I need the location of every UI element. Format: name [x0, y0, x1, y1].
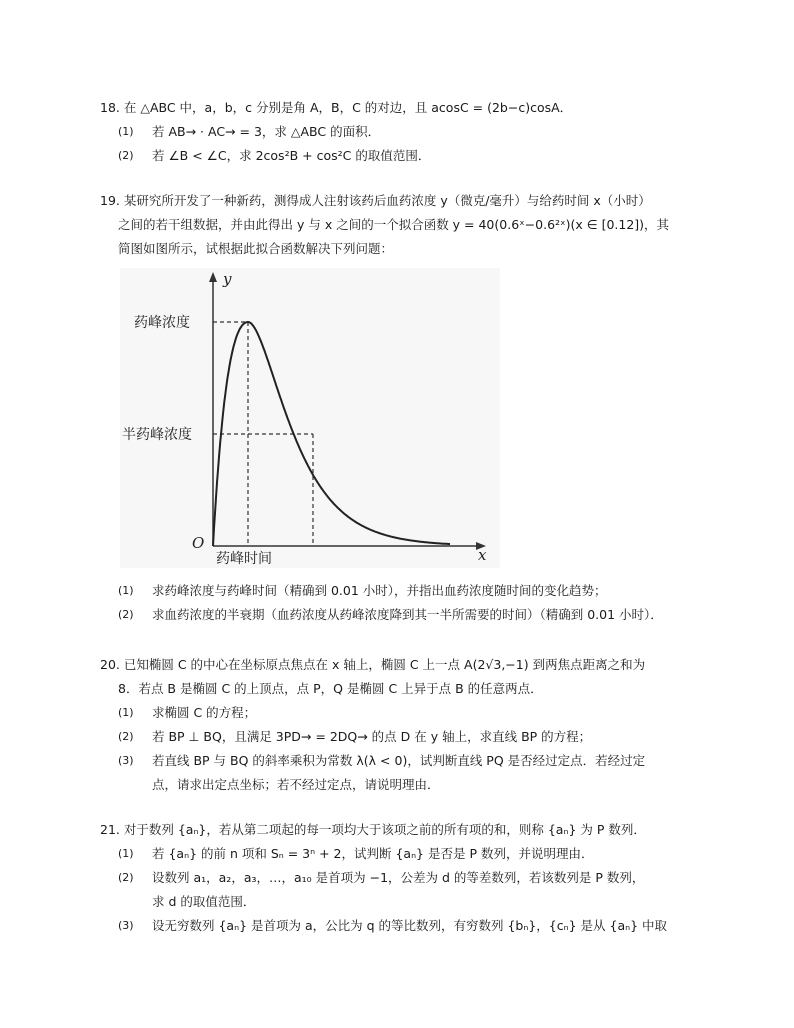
part-index: (2): [118, 871, 134, 884]
part-index: (1): [118, 847, 134, 860]
part-index: (2): [118, 730, 134, 743]
problem-20-stem-line-2: 8．若点 B 是椭圆 C 的上顶点，点 P，Q 是椭圆 C 上异于点 B 的任意两点．: [118, 681, 543, 696]
problem-19-part-1: [100, 579, 720, 603]
problem-21-part-2-continued: 求 d 的取值范围．: [152, 894, 256, 909]
problem-20-part-2: [100, 725, 720, 749]
part-text: 若 ∠B < ∠C，求 2cos²B + cos²C 的取值范围．: [152, 148, 431, 163]
problem-18-part-2: [100, 144, 720, 168]
problem-21-part-2: [100, 866, 720, 890]
part-index: (3): [118, 754, 134, 767]
part-text: 求药峰浓度与药峰时间（精确到 0.01 小时），并指出血药浓度随时间的变化趋势；: [152, 583, 607, 598]
drug-concentration-figure: [120, 268, 500, 568]
problem-21-stem: 21. 对于数列 {aₙ}，若从第二项起的每一项均大于该项之前的所有项的和，则称 {aₙ} 为 P 数列．: [100, 822, 646, 837]
problem-19: [100, 189, 720, 261]
part-index: (1): [118, 125, 134, 138]
problem-20-part-3: [100, 749, 720, 773]
problem-18-part-1: [100, 120, 720, 144]
part-text: 设无穷数列 {aₙ} 是首项为 a，公比为 q 的等比数列，有穷数列 {bₙ}，{cₙ} 是从 {aₙ} 中取: [152, 918, 668, 933]
part-text: 求椭圆 C 的方程；: [152, 705, 257, 720]
problem-20-stem-line-1: 20. 已知椭圆 C 的中心在坐标原点焦点在 x 轴上，椭圆 C 上一点 A(2√3,−1) 到两焦点距离之和为: [100, 657, 646, 672]
problem-21-part-1: [100, 842, 720, 866]
part-text: 若 AB→ · AC→ = 3，求 △ABC 的面积．: [152, 124, 381, 139]
problem-19-part-2: [100, 603, 720, 627]
part-text: 求血药浓度的半衰期（血药浓度从药峰浓度降到其一半所需要的时间）（精确到 0.01 小时）．: [152, 607, 663, 622]
peak-time-label: 药峰时间: [216, 551, 272, 567]
problem-21-part-3: [100, 914, 720, 938]
problem-19-stem-line-1: 19. 某研究所开发了一种新药，测得成人注射该药后血药浓度 y（微克/毫升）与给药时间 x（小时）: [100, 193, 651, 208]
part-index: (1): [118, 706, 134, 719]
problem-20-part-3-continued: 点，请求出定点坐标；若不经过定点，请说明理由．: [152, 777, 440, 792]
part-index: (1): [118, 584, 134, 597]
part-index: (2): [118, 608, 134, 621]
part-text: 若直线 BP 与 BQ 的斜率乘积为常数 λ(λ < 0)，试判断直线 PQ 是否经过定点．若经过定: [152, 753, 646, 768]
part-index: (2): [118, 149, 134, 162]
y-axis-label: y: [223, 270, 232, 288]
problem-18: [100, 96, 720, 168]
problem-21: [100, 818, 720, 938]
peak-concentration-label: 药峰浓度: [134, 315, 190, 331]
origin-label: O: [192, 534, 205, 552]
problem-20: [100, 653, 720, 797]
x-axis-label: x: [478, 546, 487, 564]
part-text: 若 BP ⊥ BQ，且满足 3PD→ = 2DQ→ 的点 D 在 y 轴上，求直线 BP 的方程；: [152, 729, 592, 744]
figure-background: [120, 268, 500, 568]
problem-19-stem-line-2: 之间的若干组数据，并由此得出 y 与 x 之间的一个拟合函数 y = 40(0.6ˣ−0.6²ˣ)(x ∈ [0.12])，其: [118, 217, 670, 232]
half-peak-concentration-label: 半药峰浓度: [122, 427, 192, 443]
problem-19-stem-line-3: 简图如图所示，试根据此拟合函数解决下列问题：: [118, 241, 394, 256]
problem-19-parts: [100, 579, 720, 627]
problem-20-part-1: [100, 701, 720, 725]
part-text: 设数列 a₁，a₂，a₃，…，a₁₀ 是首项为 −1，公差为 d 的等差数列，若该数列是 P 数列，: [152, 870, 645, 885]
part-index: (3): [118, 919, 134, 932]
part-text: 若 {aₙ} 的前 n 项和 Sₙ = 3ⁿ + 2，试判断 {aₙ} 是否是 P 数列，并说明理由．: [152, 846, 594, 861]
problem-18-stem: 18. 在 △ABC 中，a，b，c 分别是角 A，B，C 的对边，且 acosC = (2b−c)cosA．: [100, 100, 573, 115]
